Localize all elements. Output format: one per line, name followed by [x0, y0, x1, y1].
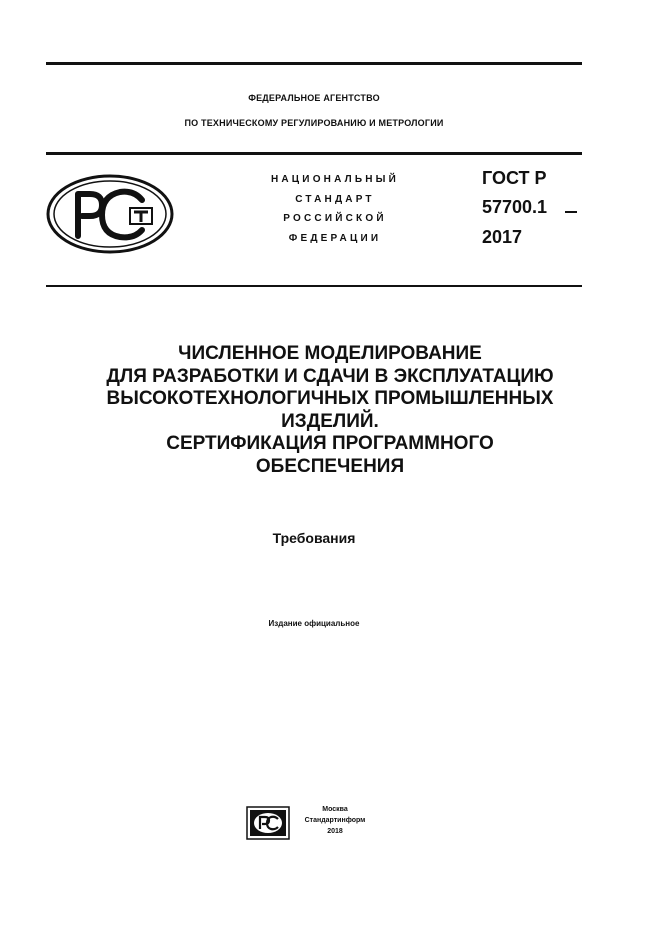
agency-line-2: ПО ТЕХНИЧЕСКОМУ РЕГУЛИРОВАНИЮ И МЕТРОЛОГИИ	[184, 118, 444, 128]
standard-type-line-1: НАЦИОНАЛЬНЫЙ	[270, 174, 400, 185]
designation-number: 57700.1	[482, 197, 548, 217]
title-line: СЕРТИФИКАЦИЯ ПРОГРАММНОГО	[166, 433, 494, 454]
title-line: ВЫСОКОТЕХНОЛОГИЧНЫХ ПРОМЫШЛЕННЫХ	[106, 388, 554, 409]
document-title	[80, 343, 580, 478]
designation-prefix: ГОСТ Р	[482, 168, 547, 188]
top-rule	[46, 62, 582, 65]
document-subtitle: Требования	[272, 530, 356, 546]
standard-type-line-4: ФЕДЕРАЦИИ	[288, 233, 382, 244]
publisher-name: Стандартинформ	[304, 817, 366, 824]
standard-type-line-2: СТАНДАРТ	[295, 194, 375, 205]
edition-note: Издание официальное	[268, 619, 360, 628]
middle-rule	[46, 152, 582, 155]
title-line: ДЛЯ РАЗРАБОТКИ И СДАЧИ В ЭКСПЛУАТАЦИЮ	[106, 365, 554, 387]
rst-logo-icon	[46, 174, 174, 254]
publisher-year: 2018	[327, 828, 343, 835]
designation-year: 2017	[482, 227, 523, 247]
standard-type-line-3: РОССИЙСКОЙ	[283, 213, 387, 224]
title-line: ОБЕСПЕЧЕНИЯ	[255, 455, 405, 477]
title-line: ЧИСЛЕННОЕ МОДЕЛИРОВАНИЕ	[178, 343, 482, 364]
title-line: ИЗДЕЛИЙ.	[281, 410, 379, 432]
standartinform-logo-icon	[246, 806, 290, 840]
bottom-rule	[46, 285, 582, 287]
agency-line-1: ФЕДЕРАЛЬНОЕ АГЕНТСТВО	[248, 93, 380, 103]
publisher-city: Москва	[322, 806, 348, 813]
designation-dash	[565, 211, 577, 213]
